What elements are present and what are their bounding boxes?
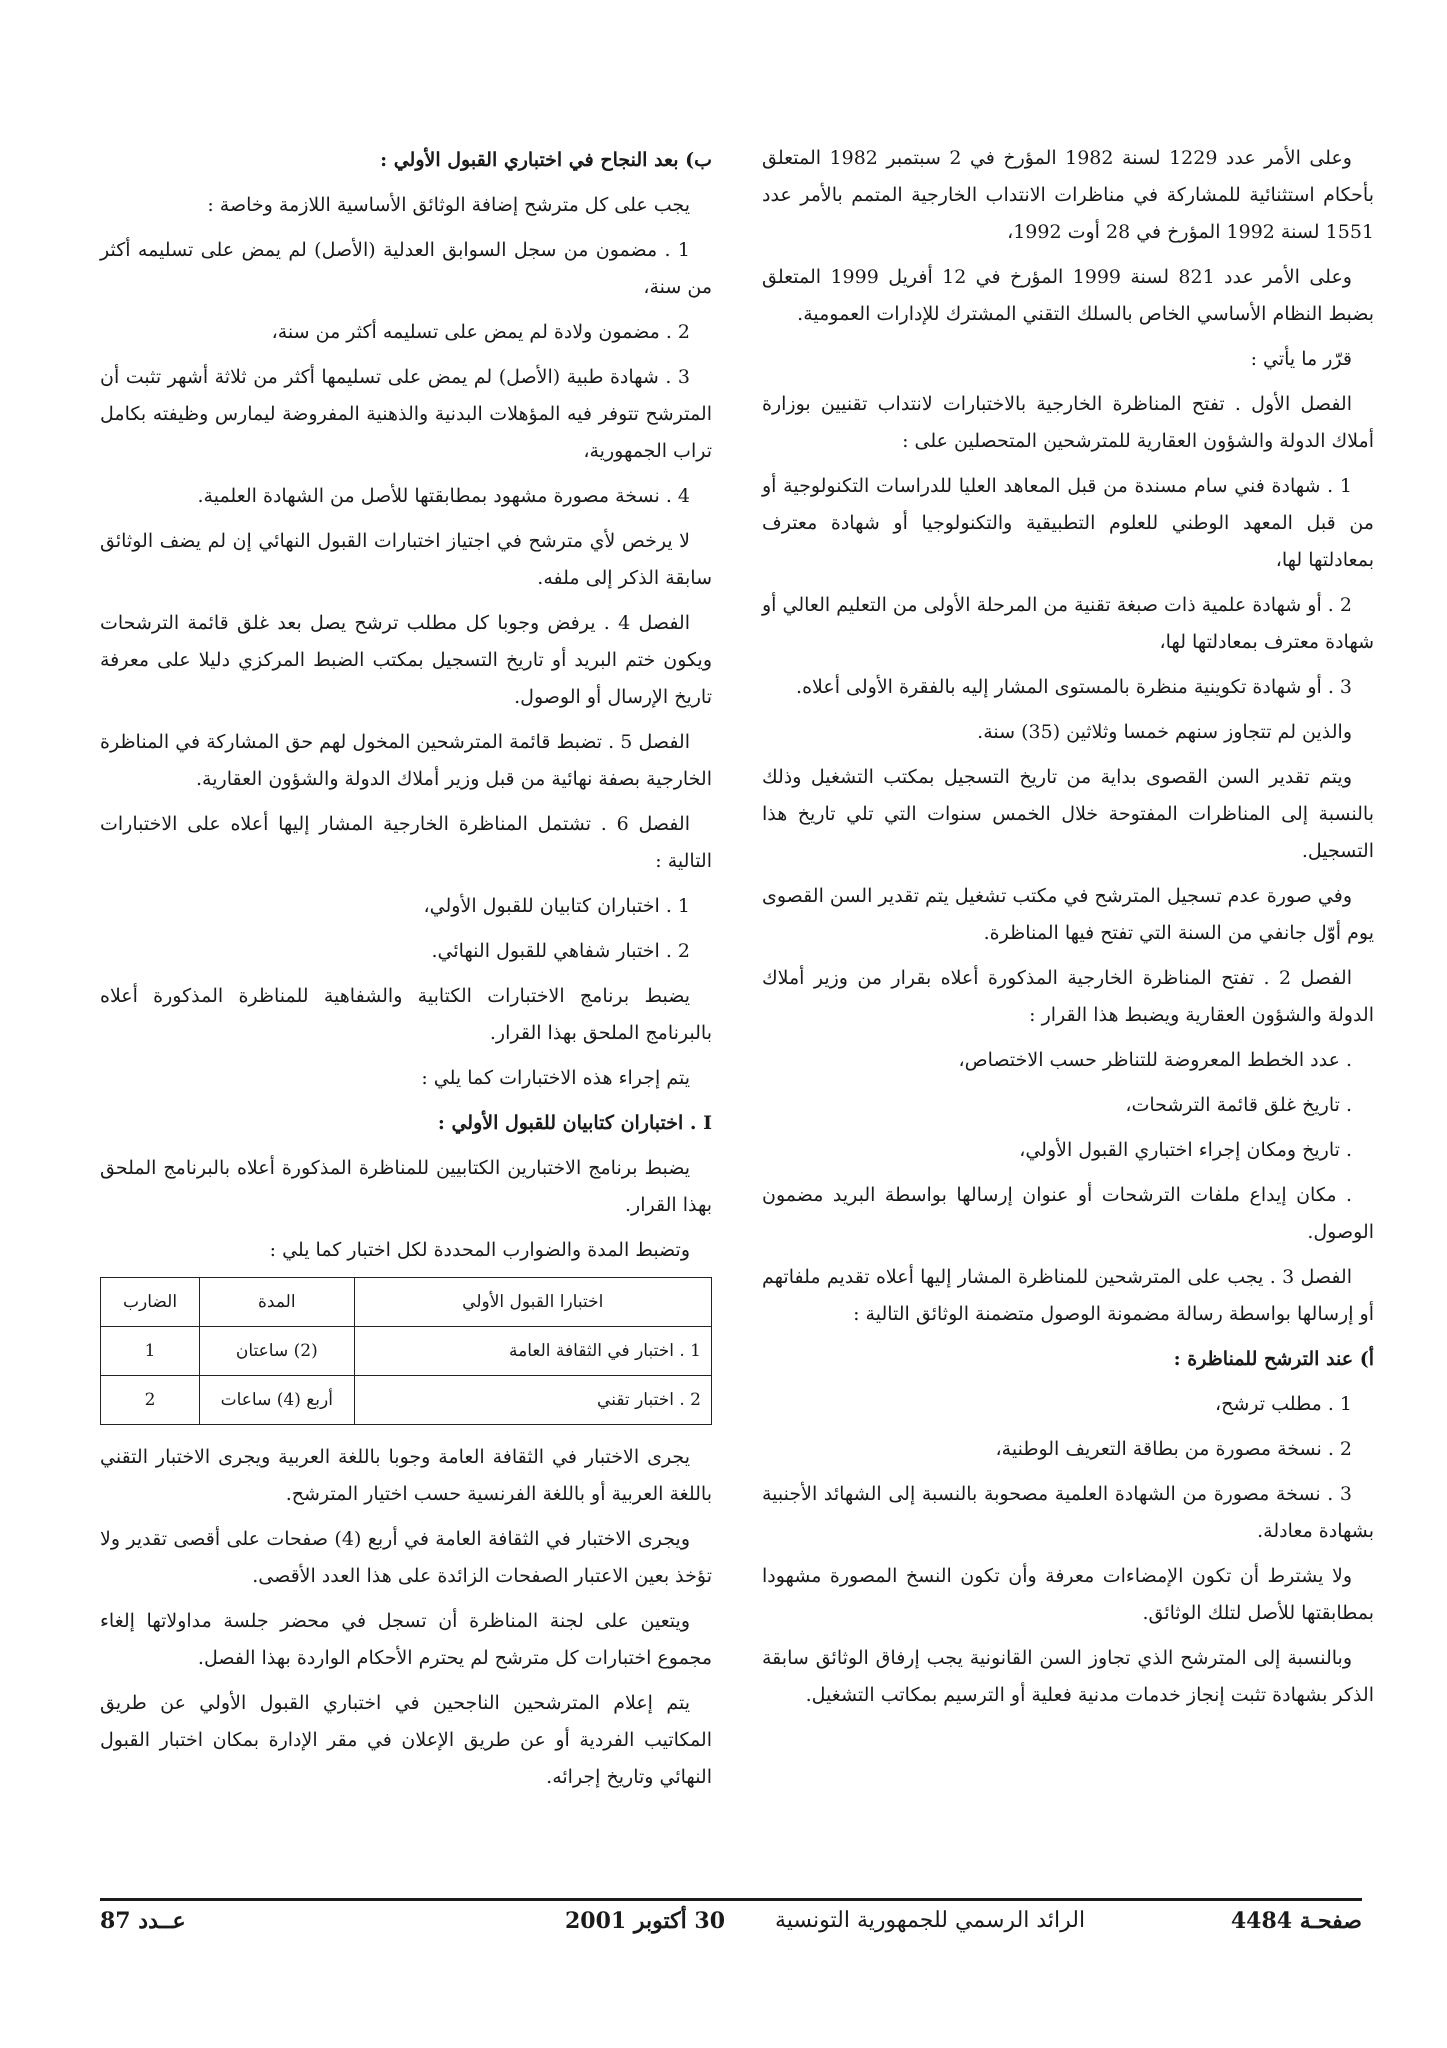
paragraph: ويتعين على لجنة المناظرة أن تسجل في محضر جلسة مداولاتها إلغاء مجموع اختبارات كل مترشح لم يحترم الأحكام الواردة بهذا الفصل. — [100, 1610, 712, 1669]
publication-title: الرائد الرسمي للجمهورية التونسية — [775, 1908, 1086, 1933]
page-number: صفحـة 4484 — [1230, 1908, 1362, 1934]
list-item: 2 . أو شهادة علمية ذات صبغة تقنية من المرحلة الأولى من التعليم العالي أو شهادة معترف بمعادلتها لها، — [762, 594, 1374, 653]
list-item: . تاريخ غلق قائمة الترشحات، — [1125, 1094, 1352, 1116]
paragraph: وبالنسبة إلى المترشح الذي تجاوز السن القانونية يجب إرفاق الوثائق سابقة الذكر بشهادة تثبت إنجاز خدمات مدنية فعلية أو الترسيم بمكاتب التشغيل. — [762, 1647, 1374, 1706]
list-item: 3 . نسخة مصورة من الشهادة العلمية مصحوبة بالنسبة إلى الشهائد الأجنبية بشهادة معادلة. — [762, 1483, 1374, 1542]
table-cell: 1 — [101, 1327, 200, 1376]
list-item: . تاريخ ومكان إجراء اختباري القبول الأولي، — [1019, 1139, 1352, 1161]
issue-date: 30 أكتوبر 2001 — [565, 1908, 726, 1934]
paragraph: قرّر ما يأتي : — [1250, 348, 1352, 370]
issue-number: عــدد 87 — [100, 1908, 186, 1934]
list-item: 2 . نسخة مصورة من بطاقة التعريف الوطنية، — [995, 1438, 1352, 1460]
table-header: اختبارا القبول الأولي — [354, 1278, 712, 1327]
right-column — [762, 140, 1374, 1722]
list-item: 2 . مضمون ولادة لم يمض على تسليمه أكثر من سنة، — [271, 321, 690, 343]
table-cell: 2 — [101, 1376, 200, 1425]
paragraph: يجب على كل مترشح إضافة الوثائق الأساسية اللازمة وخاصة : — [207, 194, 690, 216]
table-cell: 1 . اختبار في الثقافة العامة — [354, 1327, 712, 1376]
paragraph: والذين لم تتجاوز سنهم خمسا وثلاثين (35) سنة. — [977, 721, 1352, 743]
paragraph: الفصل 5 . تضبط قائمة المترشحين المخول لهم حق المشاركة في المناظرة الخارجية بصفة نهائية من قبل وزير أملاك الدولة والشؤون العقارية. — [100, 731, 712, 790]
paragraph: يجرى الاختبار في الثقافة العامة وجوبا باللغة العربية ويجرى الاختبار التقني باللغة العربية أو باللغة الفرنسية حسب اختيار المترشح. — [100, 1446, 712, 1505]
section-heading: أ) عند الترشح للمناظرة : — [1173, 1348, 1374, 1370]
page-footer — [100, 1908, 1362, 1948]
paragraph: ويتم تقدير السن القصوى بداية من تاريخ التسجيل بمكتب التشغيل وذلك بالنسبة إلى المناظرات المفتوحة خلال الخمس سنوات التي تلي تاريخ هذا التسجيل. — [762, 766, 1374, 862]
list-item: 1 . مضمون من سجل السوابق العدلية (الأصل) لم يمض على تسليمه أكثر من سنة، — [100, 239, 712, 298]
table-header: الضارب — [101, 1278, 200, 1327]
paragraph: وفي صورة عدم تسجيل المترشح في مكتب تشغيل يتم تقدير السن القصوى يوم أوّل جانفي من السنة التي تفتح فيها المناظرة. — [762, 885, 1374, 944]
paragraph: وعلى الأمر عدد 821 لسنة 1999 المؤرخ في 12 أفريل 1999 المتعلق بضبط النظام الأساسي الخاص بالسلك التقني المشترك للإدارات العمومية. — [762, 266, 1374, 325]
paragraph: الفصل الأول . تفتح المناظرة الخارجية بالاختبارات لانتداب تقنيين بوزارة أملاك الدولة والشؤون العقارية للمترشحين المتحصلين على : — [762, 393, 1374, 452]
paragraph: الفصل 2 . تفتح المناظرة الخارجية المذكورة أعلاه بقرار من وزير أملاك الدولة والشؤون العقارية ويضبط هذا القرار : — [762, 967, 1374, 1026]
table-cell: (2) ساعتان — [200, 1327, 354, 1376]
table-row — [101, 1327, 712, 1376]
section-heading: I . اختباران كتابيان للقبول الأولي : — [437, 1112, 712, 1134]
paragraph: يضبط برنامج الاختبارات الكتابية والشفاهية للمناظرة المذكورة أعلاه بالبرنامج الملحق بهذا القرار. — [100, 985, 712, 1044]
section-heading: ب) بعد النجاح في اختباري القبول الأولي : — [380, 149, 712, 171]
paragraph: ولا يشترط أن تكون الإمضاءات معرفة وأن تكون النسخ المصورة مشهودا بمطابقتها للأصل لتلك الوثائق. — [762, 1565, 1374, 1624]
table-cell: 2 . اختبار تقني — [354, 1376, 712, 1425]
list-item: 1 . مطلب ترشح، — [1214, 1393, 1352, 1415]
paragraph: لا يرخص لأي مترشح في اجتياز اختبارات القبول النهائي إن لم يضف الوثائق سابقة الذكر إلى ملفه. — [100, 530, 712, 589]
paragraph: الفصل 4 . يرفض وجوبا كل مطلب ترشح يصل بعد غلق قائمة الترشحات ويكون ختم البريد أو تاريخ التسجيل بمكتب الضبط المركزي دليلا على معرفة تاريخ الإرسال أو الوصول. — [100, 612, 712, 708]
exams-table — [100, 1277, 712, 1425]
paragraph: يتم إجراء هذه الاختبارات كما يلي : — [421, 1067, 690, 1089]
list-item: 4 . نسخة مصورة مشهود بمطابقتها للأصل من الشهادة العلمية. — [197, 485, 690, 507]
paragraph: ويجرى الاختبار في الثقافة العامة في أربع (4) صفحات على أقصى تقدير ولا تؤخذ بعين الاعتبار الصفحات الزائدة على هذا العدد الأقصى. — [100, 1528, 712, 1587]
table-row — [101, 1376, 712, 1425]
paragraph: الفصل 3 . يجب على المترشحين للمناظرة المشار إليها أعلاه تقديم ملفاتهم أو إرسالها بواسطة رسالة مضمونة الوصول متضمنة الوثائق التالية : — [762, 1266, 1374, 1325]
list-item: 1 . شهادة فني سام مسندة من قبل المعاهد العليا للدراسات التكنولوجية أو من قبل المعهد الوطني للعلوم التطبيقية والتكنولوجيا أو شهادة معترف بمعادلتها لها، — [762, 475, 1374, 571]
list-item: 3 . أو شهادة تكوينية منظرة بالمستوى المشار إليه بالفقرة الأولى أعلاه. — [796, 676, 1352, 698]
left-column — [100, 140, 712, 1804]
table-header-row — [101, 1278, 712, 1327]
paragraph: وتضبط المدة والضوارب المحددة لكل اختبار كما يلي : — [269, 1239, 690, 1261]
footer-divider — [100, 1898, 1362, 1901]
paragraph: وعلى الأمر عدد 1229 لسنة 1982 المؤرخ في 2 سبتمبر 1982 المتعلق بأحكام استثنائية للمشاركة في مناظرات الانتداب الخارجية المتمم بالأمر عدد 1551 لسنة 1992 المؤرخ في 28 أوت 1992، — [762, 147, 1374, 243]
list-item: 3 . شهادة طبية (الأصل) لم يمض على تسليمها أكثر من ثلاثة أشهر تثبت أن المترشح تتوفر فيه المؤهلات البدنية والذهنية المفروضة ليمارس وظيفته بكامل تراب الجمهورية، — [100, 366, 712, 462]
list-item: 1 . اختباران كتابيان للقبول الأولي، — [423, 895, 690, 917]
paragraph: يتم إعلام المترشحين الناجحين في اختباري القبول الأولي عن طريق المكاتيب الفردية أو عن طريق الإعلان في مقر الإدارة بمكان اختبار القبول النهائي وتاريخ إجرائه. — [100, 1692, 712, 1788]
paragraph: يضبط برنامج الاختبارين الكتابيين للمناظرة المذكورة أعلاه بالبرنامج الملحق بهذا القرار. — [100, 1157, 712, 1216]
table-header: المدة — [200, 1278, 354, 1327]
table-cell: أربع (4) ساعات — [200, 1376, 354, 1425]
paragraph: الفصل 6 . تشتمل المناظرة الخارجية المشار إليها أعلاه على الاختبارات التالية : — [100, 813, 712, 872]
list-item: 2 . اختبار شفاهي للقبول النهائي. — [431, 940, 690, 962]
list-item: . مكان إيداع ملفات الترشحات أو عنوان إرسالها بواسطة البريد مضمون الوصول. — [762, 1184, 1374, 1243]
list-item: . عدد الخطط المعروضة للتناظر حسب الاختصاص، — [958, 1049, 1352, 1071]
